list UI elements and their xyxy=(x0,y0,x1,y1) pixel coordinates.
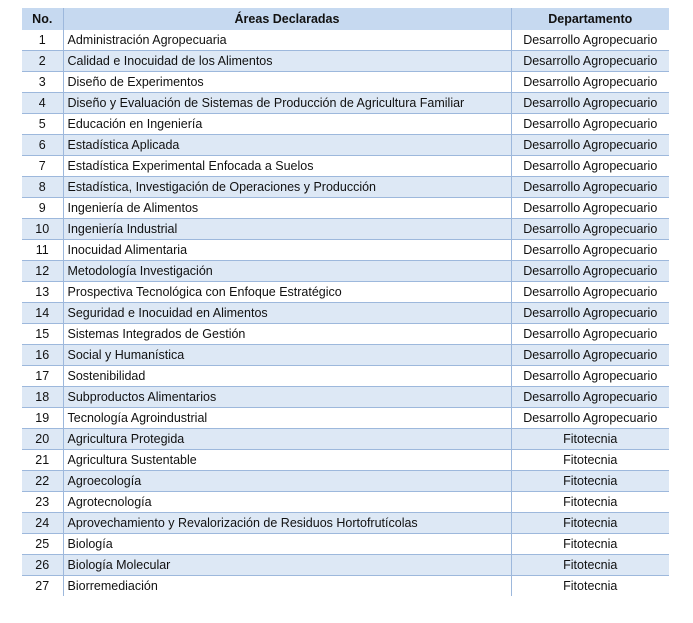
row-number: 1 xyxy=(22,30,63,51)
row-department: Fitotecnia xyxy=(511,534,669,555)
row-area: Aprovechamiento y Revalorización de Residuos Hortofrutícolas xyxy=(63,513,511,534)
row-number: 16 xyxy=(22,345,63,366)
row-department: Desarrollo Agropecuario xyxy=(511,240,669,261)
table-row xyxy=(22,30,669,51)
row-area: Diseño de Experimentos xyxy=(63,72,511,93)
table-row xyxy=(22,534,669,555)
row-department: Fitotecnia xyxy=(511,471,669,492)
row-department: Fitotecnia xyxy=(511,513,669,534)
row-area: Estadística Experimental Enfocada a Suelos xyxy=(63,156,511,177)
row-department: Fitotecnia xyxy=(511,576,669,597)
row-number: 15 xyxy=(22,324,63,345)
areas-table-container xyxy=(22,8,669,596)
row-department: Desarrollo Agropecuario xyxy=(511,156,669,177)
table-row xyxy=(22,93,669,114)
row-area: Tecnología Agroindustrial xyxy=(63,408,511,429)
row-area: Biología xyxy=(63,534,511,555)
table-row xyxy=(22,261,669,282)
row-number: 27 xyxy=(22,576,63,597)
row-number: 3 xyxy=(22,72,63,93)
row-department: Desarrollo Agropecuario xyxy=(511,135,669,156)
row-department: Desarrollo Agropecuario xyxy=(511,324,669,345)
table-row xyxy=(22,72,669,93)
row-department: Desarrollo Agropecuario xyxy=(511,93,669,114)
table-header xyxy=(22,8,669,30)
row-area: Metodología Investigación xyxy=(63,261,511,282)
table-row xyxy=(22,555,669,576)
table-row xyxy=(22,408,669,429)
table-row xyxy=(22,576,669,597)
row-number: 21 xyxy=(22,450,63,471)
row-department: Desarrollo Agropecuario xyxy=(511,366,669,387)
row-department: Desarrollo Agropecuario xyxy=(511,72,669,93)
row-department: Desarrollo Agropecuario xyxy=(511,282,669,303)
table-row xyxy=(22,450,669,471)
row-department: Fitotecnia xyxy=(511,555,669,576)
row-department: Desarrollo Agropecuario xyxy=(511,303,669,324)
row-number: 24 xyxy=(22,513,63,534)
row-area: Estadística, Investigación de Operaciones y Producción xyxy=(63,177,511,198)
header-department: Departamento xyxy=(511,8,669,30)
row-department: Desarrollo Agropecuario xyxy=(511,345,669,366)
table-row xyxy=(22,51,669,72)
row-number: 23 xyxy=(22,492,63,513)
row-area: Calidad e Inocuidad de los Alimentos xyxy=(63,51,511,72)
row-department: Fitotecnia xyxy=(511,492,669,513)
table-row xyxy=(22,513,669,534)
row-department: Desarrollo Agropecuario xyxy=(511,387,669,408)
row-department: Desarrollo Agropecuario xyxy=(511,408,669,429)
row-department: Desarrollo Agropecuario xyxy=(511,261,669,282)
table-row xyxy=(22,135,669,156)
table-row xyxy=(22,366,669,387)
row-area: Sostenibilidad xyxy=(63,366,511,387)
row-number: 19 xyxy=(22,408,63,429)
row-number: 11 xyxy=(22,240,63,261)
row-area: Ingeniería de Alimentos xyxy=(63,198,511,219)
row-number: 6 xyxy=(22,135,63,156)
header-area: Áreas Declaradas xyxy=(63,8,511,30)
table-row xyxy=(22,387,669,408)
row-area: Ingeniería Industrial xyxy=(63,219,511,240)
row-area: Estadística Aplicada xyxy=(63,135,511,156)
row-area: Biología Molecular xyxy=(63,555,511,576)
row-number: 7 xyxy=(22,156,63,177)
row-department: Desarrollo Agropecuario xyxy=(511,51,669,72)
row-area: Agricultura Protegida xyxy=(63,429,511,450)
table-row xyxy=(22,177,669,198)
row-area: Administración Agropecuaria xyxy=(63,30,511,51)
row-number: 14 xyxy=(22,303,63,324)
row-number: 17 xyxy=(22,366,63,387)
row-area: Seguridad e Inocuidad en Alimentos xyxy=(63,303,511,324)
row-number: 13 xyxy=(22,282,63,303)
table-row xyxy=(22,198,669,219)
row-number: 18 xyxy=(22,387,63,408)
row-department: Desarrollo Agropecuario xyxy=(511,177,669,198)
row-number: 2 xyxy=(22,51,63,72)
row-number: 9 xyxy=(22,198,63,219)
row-area: Prospectiva Tecnológica con Enfoque Estratégico xyxy=(63,282,511,303)
row-number: 4 xyxy=(22,93,63,114)
table-row xyxy=(22,303,669,324)
table-row xyxy=(22,492,669,513)
table-row xyxy=(22,471,669,492)
row-area: Subproductos Alimentarios xyxy=(63,387,511,408)
row-area: Sistemas Integrados de Gestión xyxy=(63,324,511,345)
row-number: 22 xyxy=(22,471,63,492)
table-row xyxy=(22,156,669,177)
row-area: Biorremediación xyxy=(63,576,511,597)
header-no: No. xyxy=(22,8,63,30)
row-area: Diseño y Evaluación de Sistemas de Producción de Agricultura Familiar xyxy=(63,93,511,114)
row-area: Agroecología xyxy=(63,471,511,492)
table-row xyxy=(22,114,669,135)
table-row xyxy=(22,219,669,240)
row-area: Agricultura Sustentable xyxy=(63,450,511,471)
row-number: 12 xyxy=(22,261,63,282)
areas-table xyxy=(22,8,669,596)
row-number: 20 xyxy=(22,429,63,450)
table-row xyxy=(22,429,669,450)
row-department: Fitotecnia xyxy=(511,450,669,471)
table-row xyxy=(22,345,669,366)
table-row xyxy=(22,240,669,261)
row-area: Inocuidad Alimentaria xyxy=(63,240,511,261)
row-number: 25 xyxy=(22,534,63,555)
table-row xyxy=(22,282,669,303)
row-department: Fitotecnia xyxy=(511,429,669,450)
header-row xyxy=(22,8,669,30)
row-department: Desarrollo Agropecuario xyxy=(511,219,669,240)
row-department: Desarrollo Agropecuario xyxy=(511,30,669,51)
row-number: 10 xyxy=(22,219,63,240)
row-area: Social y Humanística xyxy=(63,345,511,366)
row-department: Desarrollo Agropecuario xyxy=(511,198,669,219)
table-row xyxy=(22,324,669,345)
row-department: Desarrollo Agropecuario xyxy=(511,114,669,135)
row-number: 26 xyxy=(22,555,63,576)
row-area: Educación en Ingeniería xyxy=(63,114,511,135)
row-number: 5 xyxy=(22,114,63,135)
table-body xyxy=(22,30,669,596)
row-area: Agrotecnología xyxy=(63,492,511,513)
row-number: 8 xyxy=(22,177,63,198)
